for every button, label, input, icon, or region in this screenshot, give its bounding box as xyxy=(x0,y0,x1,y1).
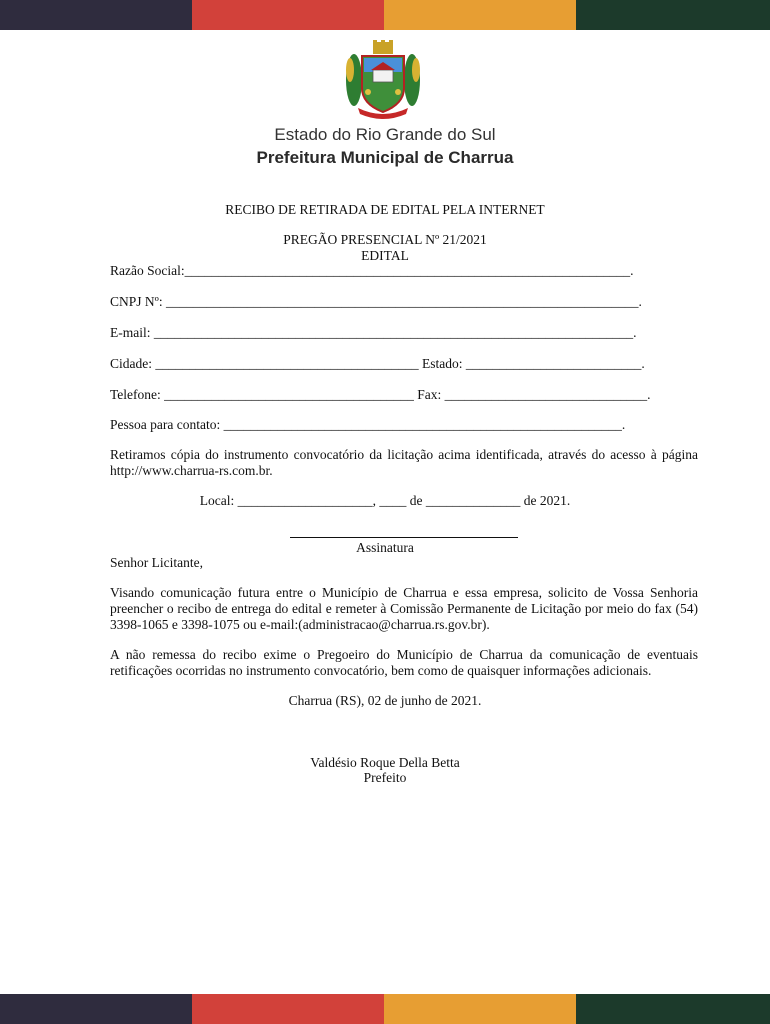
remessa-paragraph: A não remessa do recibo exime o Pregoeiro do Município de Charrua da comunicação de eventuais retificações ocorridas no instrumento convocatório, bem como de quaisquer informações adicionais. xyxy=(110,647,698,678)
municipal-coat-of-arms-icon xyxy=(340,40,426,124)
document-title: RECIBO DE RETIRADA DE EDITAL PELA INTERNET xyxy=(225,202,545,217)
stripe-segment xyxy=(384,994,576,1024)
stripe-segment xyxy=(192,0,384,30)
signer-name: Valdésio Roque Della Betta xyxy=(310,755,460,770)
stripe-segment xyxy=(384,0,576,30)
telefone-fax-field: Telefone: _____________________________________ Fax: ______________________________. xyxy=(110,387,651,402)
visando-paragraph: Visando comunicação futura entre o Município de Charrua e essa empresa, solicito de Vossa Senhoria preencher o recibo de entrega do edital e remeter à Comissão Permanente de Licitação por meio do fax (54) 3398-1065 e 3398-1075 ou e-mail:(administracao@charrua.rs.gov.br). xyxy=(110,585,698,632)
signer-role: Prefeito xyxy=(363,770,407,785)
stripe-segment xyxy=(576,994,770,1024)
edital-label: EDITAL xyxy=(361,248,409,263)
stripe-segment xyxy=(0,0,192,30)
retiramos-paragraph: Retiramos cópia do instrumento convocatório da licitação acima identificada, através do acesso à página http://www.charrua-rs.com.br. xyxy=(110,447,698,478)
place-date: Charrua (RS), 02 de junho de 2021. xyxy=(288,693,482,708)
email-field: E-mail: _______________________________________________________________________. xyxy=(110,325,637,340)
signature-label: Assinatura xyxy=(356,540,414,555)
stripe-segment xyxy=(192,994,384,1024)
cnpj-field: CNPJ Nº: ______________________________________________________________________. xyxy=(110,294,642,309)
stripe-segment xyxy=(576,0,770,30)
stripe-segment xyxy=(0,994,192,1024)
bottom-color-stripe xyxy=(0,994,770,1024)
salutation: Senhor Licitante, xyxy=(110,555,203,570)
state-name: Estado do Rio Grande do Sul xyxy=(274,125,496,144)
municipality-name: Prefeitura Municipal de Charrua xyxy=(256,148,514,167)
local-date-line: Local: ____________________, ____ de ______________ de 2021. xyxy=(199,493,571,508)
pregao-number: PREGÃO PRESENCIAL Nº 21/2021 xyxy=(283,232,487,247)
signature-line xyxy=(290,537,518,538)
contato-field: Pessoa para contato: ___________________________________________________________. xyxy=(110,417,626,432)
cidade-estado-field: Cidade: _______________________________________ Estado: __________________________. xyxy=(110,356,645,371)
top-color-stripe xyxy=(0,0,770,30)
razao-social-field: Razão Social:__________________________________________________________________. xyxy=(110,263,634,278)
